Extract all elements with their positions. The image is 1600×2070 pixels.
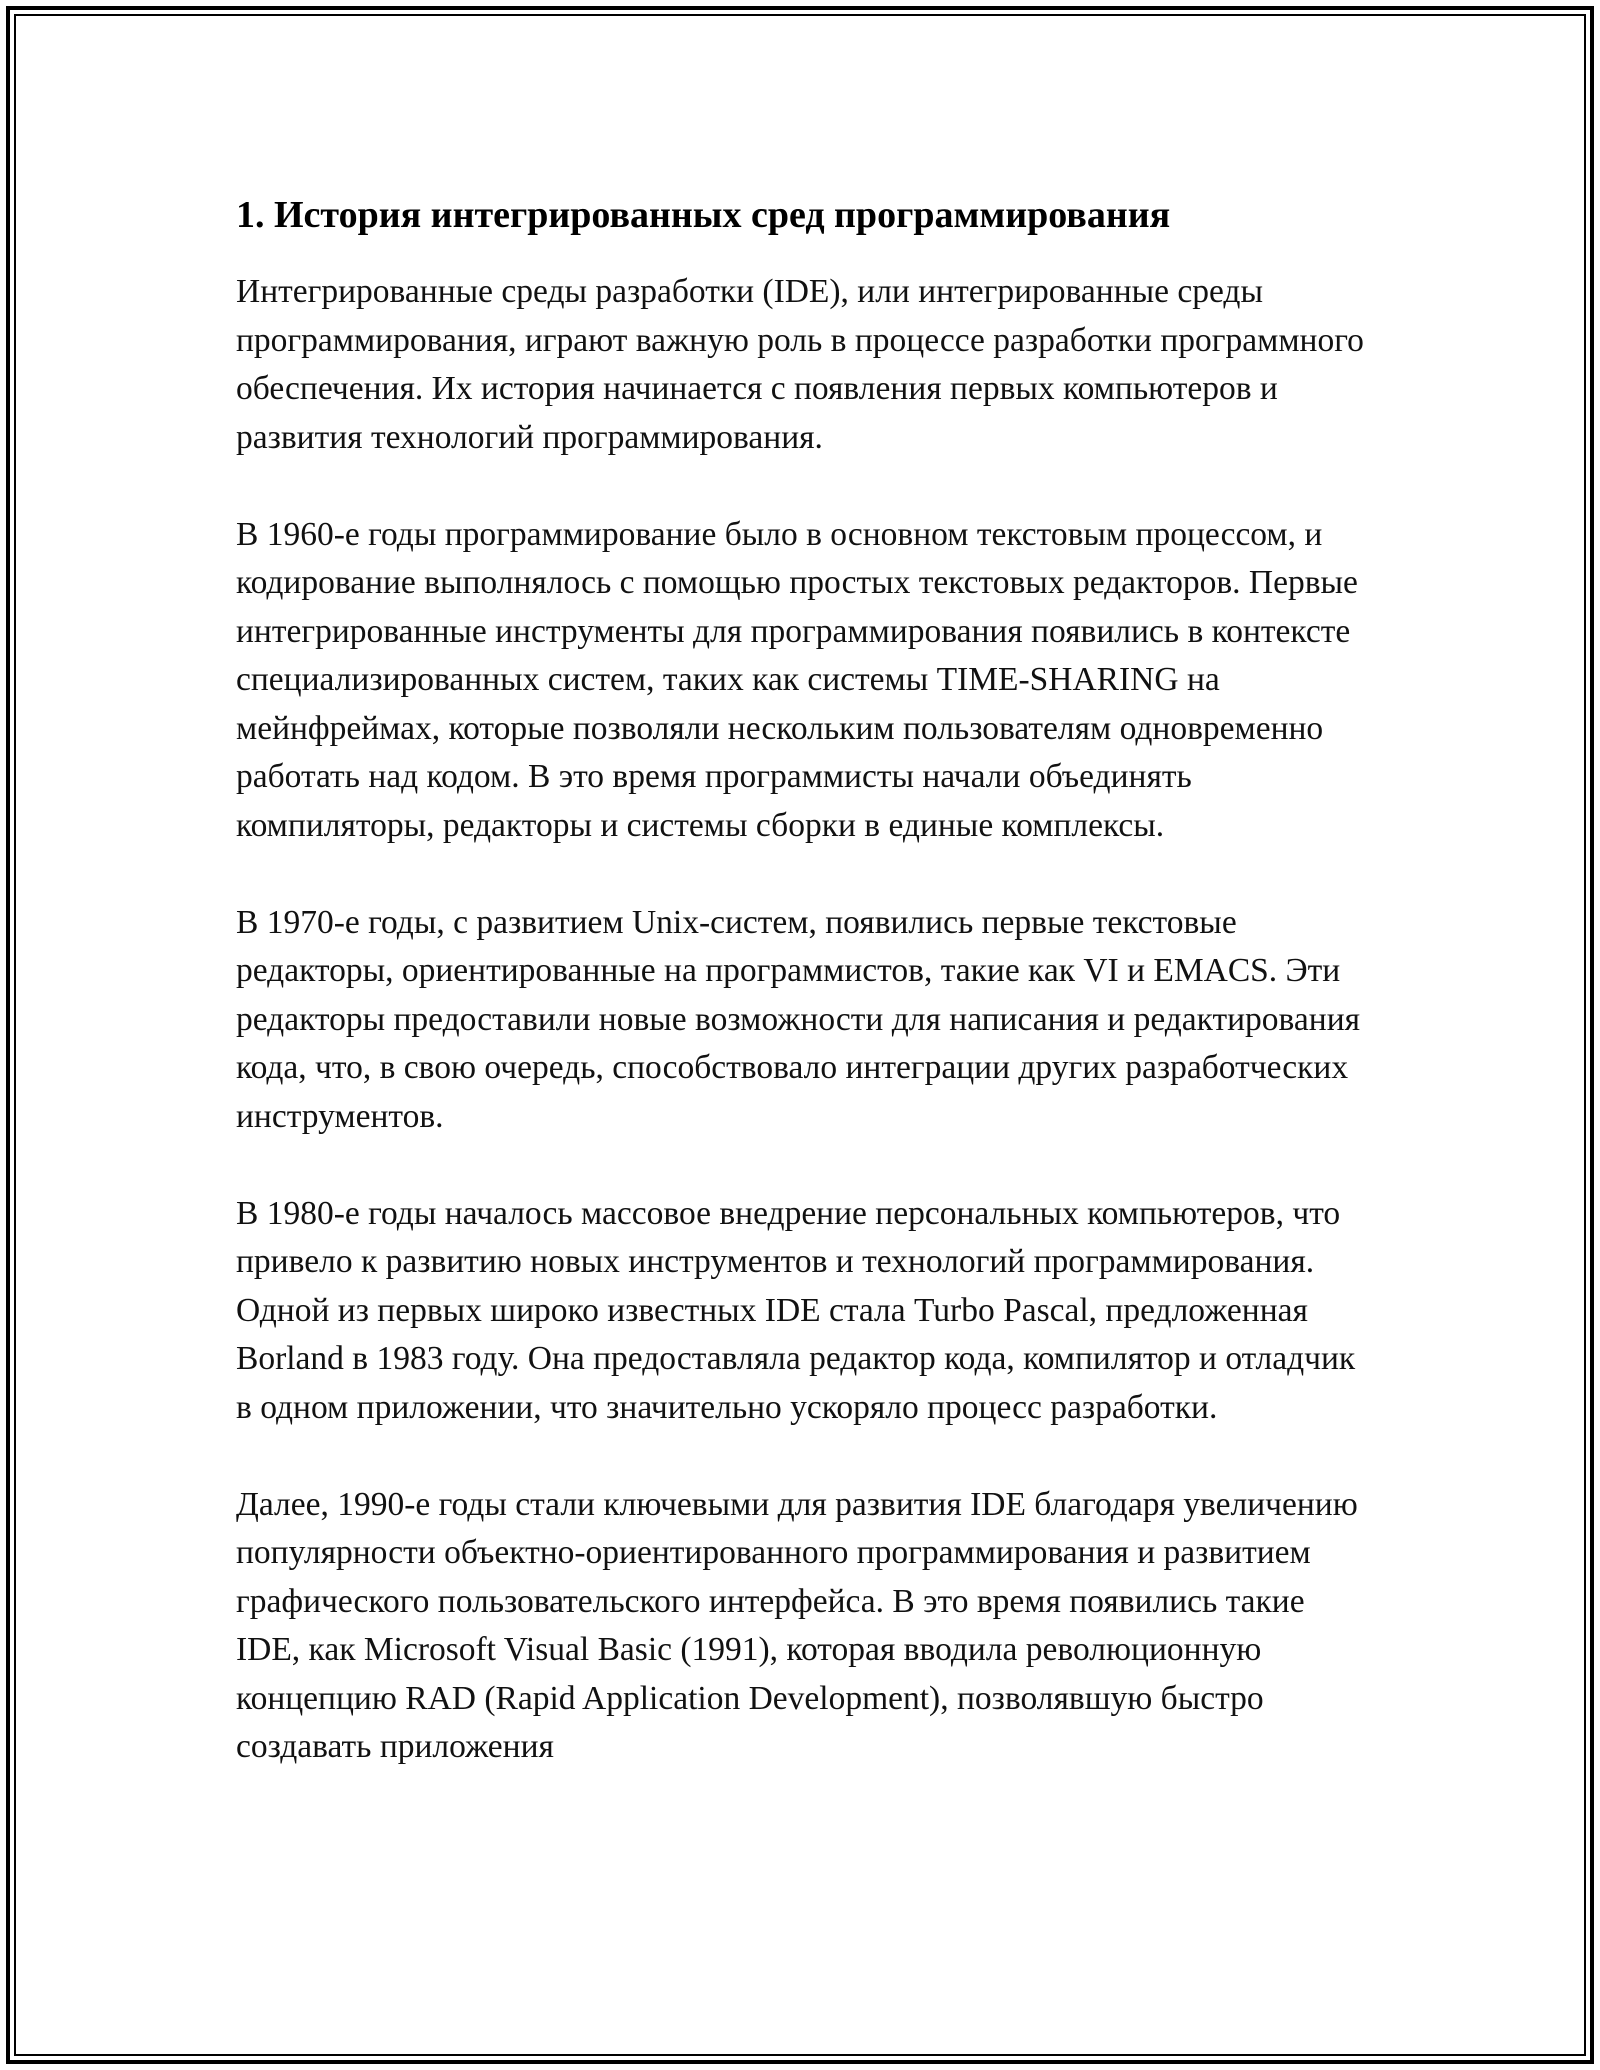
paragraph-1980s: В 1980-е годы началось массовое внедрение персональных компьютеров, что привело к развитию новых инструментов и технологий программирования. Одной из первых широко известных IDE стала Turbo Pascal, предложенная Borland в 1983 году. Она предоставляла редактор кода, компилятор и отладчик в одном приложении, что значительно ускоряло процесс разработки. (236, 1194, 1356, 1426)
paragraph-1990s: Далее, 1990-е годы стали ключевыми для развития IDE благодаря увеличению популярности объектно-ориентированного программирования и развитием графического пользовательского интерфейса. В это время появились такие IDE, как Microsoft Visual Basic (1991), которая вводила революционную концепцию RAD (Rapid Application Development), позволявшую быстро создавать приложения (236, 1485, 1358, 1765)
section-heading: 1. История интегрированных сред программирования (236, 194, 1171, 236)
paragraph-intro: Интегрированные среды разработки (IDE), или интегрированные среды программирования, играют важную роль в процессе разработки программного обеспечения. Их история начинается с появления первых компьютеров и развития технологий программирования. (236, 273, 1364, 456)
document-body (236, 188, 1376, 1820)
paragraph-1960s: В 1960-е годы программирование было в основном текстовым процессом, и кодирование выполнялось с помощью простых текстовых редакторов. Первые интегрированные инструменты для программирования появились в контексте специализированных систем, таких как системы TIME-SHARING на мейнфреймах, которые позволяли нескольким пользователям одновременно работать над кодом. В это время программисты начали объединять компиляторы, редакторы и системы сборки в единые комплексы. (236, 515, 1358, 844)
paragraph-1970s: В 1970-е годы, с развитием Unix-систем, появились первые текстовые редакторы, ориентированные на программистов, такие как VI и EMACS. Эти редакторы предоставили новые возможности для написания и редактирования кода, что, в свою очередь, способствовало интеграции других разработческих инструментов. (236, 903, 1361, 1135)
